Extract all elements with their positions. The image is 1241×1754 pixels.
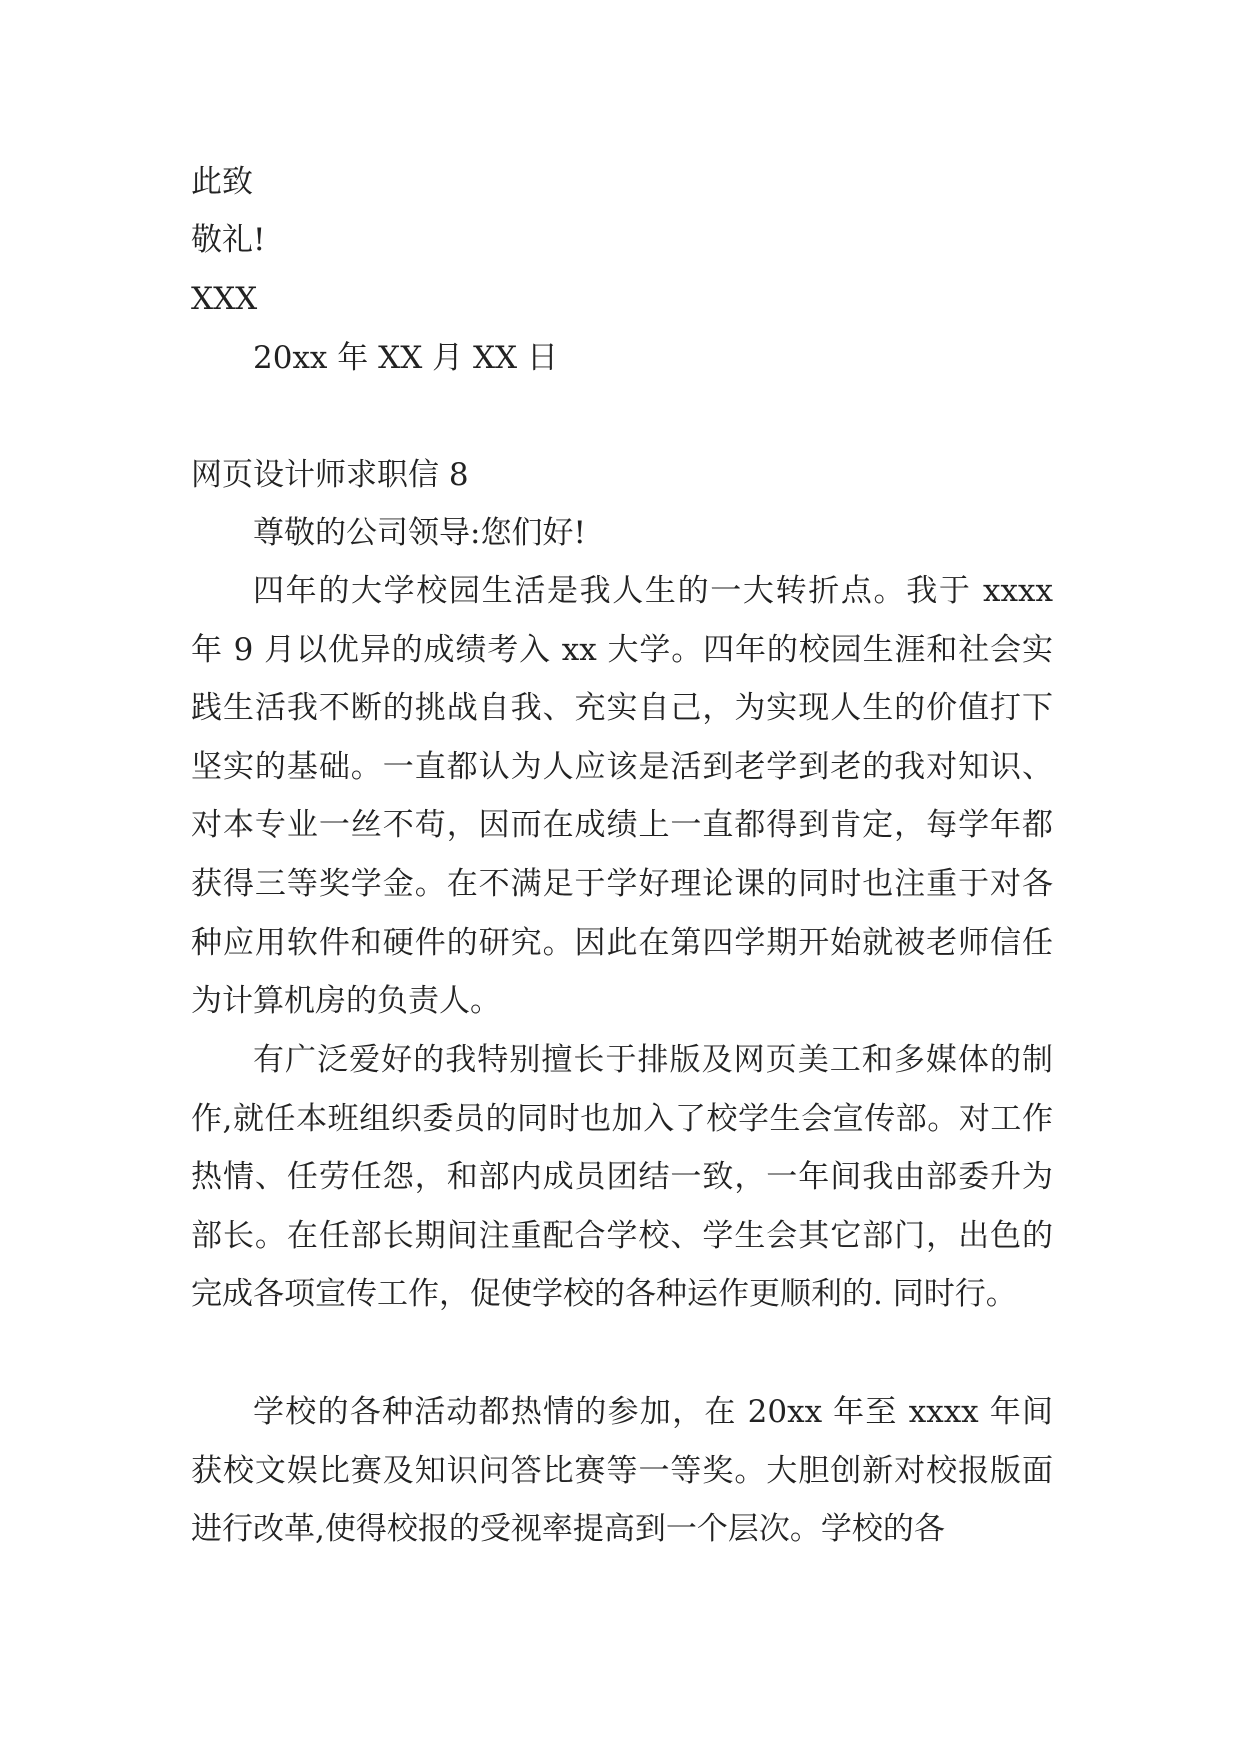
- letter-greeting: 尊敬的公司领导:您们好!: [253, 515, 586, 551]
- letter-title: 网页设计师求职信 8: [191, 457, 469, 493]
- body-paragraph: 有广泛爱好的我特别擅长于排版及网页美工和多媒体的制作,就任本班组织委员的同时也加入了校学生会宣传部。对工作热情、任劳任怨，和部内成员团结一致，一年间我由部委升为部长。在任部长期间注重配合学校、学生会其它部门，出色的完成各项宣传工作，促使学校的各种运作更顺利的. 同时行。: [191, 1042, 1053, 1313]
- body-paragraph: 学校的各种活动都热情的参加，在 20xx 年至 xxxx 年间获校文娱比赛及知识问答比赛等一等奖。大胆创新对校报版面进行改革,使得校报的受视率提高到一个层次。学校的各: [191, 1394, 1053, 1548]
- closing-salutation-1: 此致: [191, 164, 253, 200]
- body-paragraph: 四年的大学校园生活是我人生的一大转折点。我于 xxxx 年 9 月以优异的成绩考入 xx 大学。四年的校园生涯和社会实践生活我不断的挑战自我、充实自己，为实现人生的价值打下坚实的基础。一直都认为人应该是活到老学到老的我对知识、对本专业一丝不苟，因而在成绩上一直都得到肯定，每学年都获得三等奖学金。在不满足于学好理论课的同时也注重于对各种应用软件和硬件的研究。因此在第四学期开始就被老师信任为计算机房的负责人。: [191, 573, 1053, 1020]
- letter-date: 20xx 年 XX 月 XX 日: [253, 340, 558, 376]
- closing-salutation-2: 敬礼!: [191, 222, 266, 258]
- signature: XXX: [191, 281, 258, 317]
